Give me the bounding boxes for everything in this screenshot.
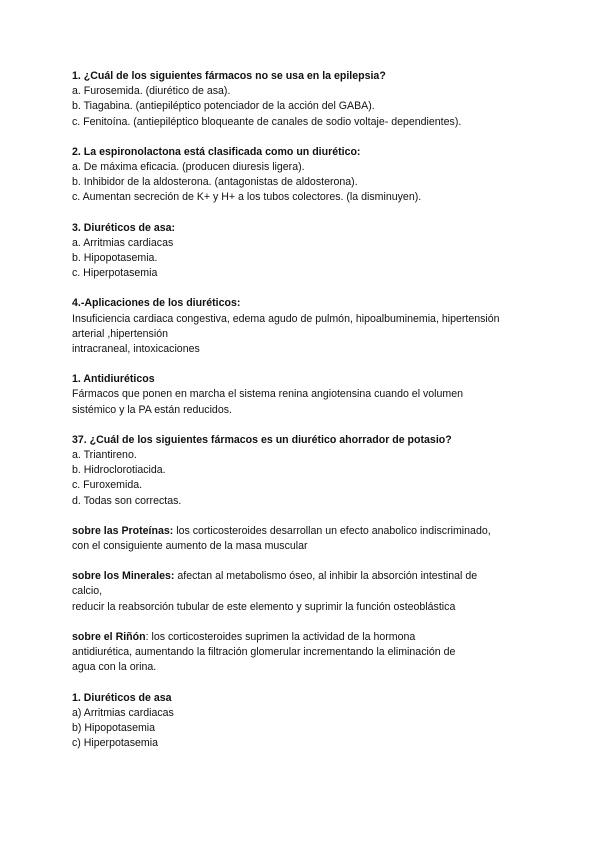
body-line: intracraneal, intoxicaciones <box>72 343 200 356</box>
answer-option: d. Todas son correctas. <box>72 494 182 507</box>
paragraph-line: antidiurética, aumentando la filtración glomerular incrementando la eliminación de <box>72 646 456 659</box>
question-4 <box>72 296 532 357</box>
body-line: Fármacos que ponen en marcha el sistema renina angiotensina cuando el volumen <box>72 388 464 401</box>
question-3 <box>72 221 532 282</box>
answer-option: b. Inhibidor de la aldosterona. (antagonistas de aldosterona). <box>72 176 358 189</box>
antidiureticos-section <box>72 372 532 418</box>
answer-option: b) Hipopotasemia <box>72 721 156 734</box>
document-content <box>72 69 532 766</box>
diureticos-asa-section <box>72 691 532 752</box>
question-title: 4.-Aplicaciones de los diuréticos: <box>72 297 241 310</box>
answer-option: b. Hipopotasemia. <box>72 252 158 265</box>
section-title: 1. Diuréticos de asa <box>72 691 172 704</box>
question-title: 37. ¿Cuál de los siguientes fármacos es un diurético ahorrador de potasio? <box>72 433 452 446</box>
answer-option: c. Furoxemida. <box>72 479 143 492</box>
answer-option: c. Hiperpotasemia <box>72 267 158 280</box>
answer-option: a. Triantireno. <box>72 449 137 462</box>
question-title: 2. La espironolactona está clasificada como un diurético: <box>72 145 361 158</box>
answer-option: b. Hidroclorotiacida. <box>72 464 166 477</box>
paragraph-line: reducir la reabsorción tubular de este elemento y suprimir la función osteoblástica <box>72 600 456 613</box>
paragraph-text: : los corticosteroides suprimen la actividad de la hormona <box>145 630 416 643</box>
question-2 <box>72 145 532 206</box>
answer-option: a. Arritmias cardiacas <box>72 236 174 249</box>
proteinas-section <box>72 524 532 554</box>
answer-option: c. Aumentan secreción de K+ y H+ a los tubos colectores. (la disminuyen). <box>72 191 422 204</box>
body-line: Insuficiencia cardiaca congestiva, edema agudo de pulmón, hipoalbuminemia, hipertensión <box>72 312 500 325</box>
question-title: 1. ¿Cuál de los siguientes fármacos no se usa en la epilepsia? <box>72 70 386 82</box>
rinon-section <box>72 630 532 676</box>
paragraph-line <box>72 569 532 584</box>
topic-label: sobre el Riñón <box>72 630 146 643</box>
paragraph-line: con el consiguiente aumento de la masa muscular <box>72 540 308 553</box>
answer-option: b. Tiagabina. (antiepiléptico potenciador de la acción del GABA). <box>72 100 375 113</box>
minerales-section <box>72 569 532 615</box>
paragraph-text: afectan al metabolismo óseo, al inhibir la absorción intestinal de <box>174 570 478 583</box>
topic-label: sobre los Minerales: <box>72 570 175 583</box>
question-1 <box>72 69 532 130</box>
paragraph-line <box>72 524 532 539</box>
body-line: arterial ,hipertensión <box>72 327 168 340</box>
paragraph-line: agua con la orina. <box>72 661 157 674</box>
topic-label: sobre las Proteínas: <box>72 524 174 537</box>
paragraph-line: calcio, <box>72 585 103 598</box>
section-title: 1. Antidiuréticos <box>72 373 155 386</box>
body-line: sistémico y la PA están reducidos. <box>72 403 232 416</box>
answer-option: c. Fenitoína. (antiepiléptico bloqueante de canales de sodio voltaje- dependientes). <box>72 115 462 128</box>
answer-option: a) Arritmias cardiacas <box>72 706 174 719</box>
question-37 <box>72 433 532 509</box>
paragraph-line <box>72 630 532 645</box>
question-title: 3. Diuréticos de asa: <box>72 221 176 234</box>
paragraph-text: los corticosteroides desarrollan un efecto anabolico indiscriminado, <box>173 524 491 537</box>
answer-option: a. De máxima eficacia. (producen diuresis ligera). <box>72 161 305 174</box>
answer-option: a. Furosemida. (diurético de asa). <box>72 85 231 98</box>
answer-option: c) Hiperpotasemia <box>72 737 158 750</box>
